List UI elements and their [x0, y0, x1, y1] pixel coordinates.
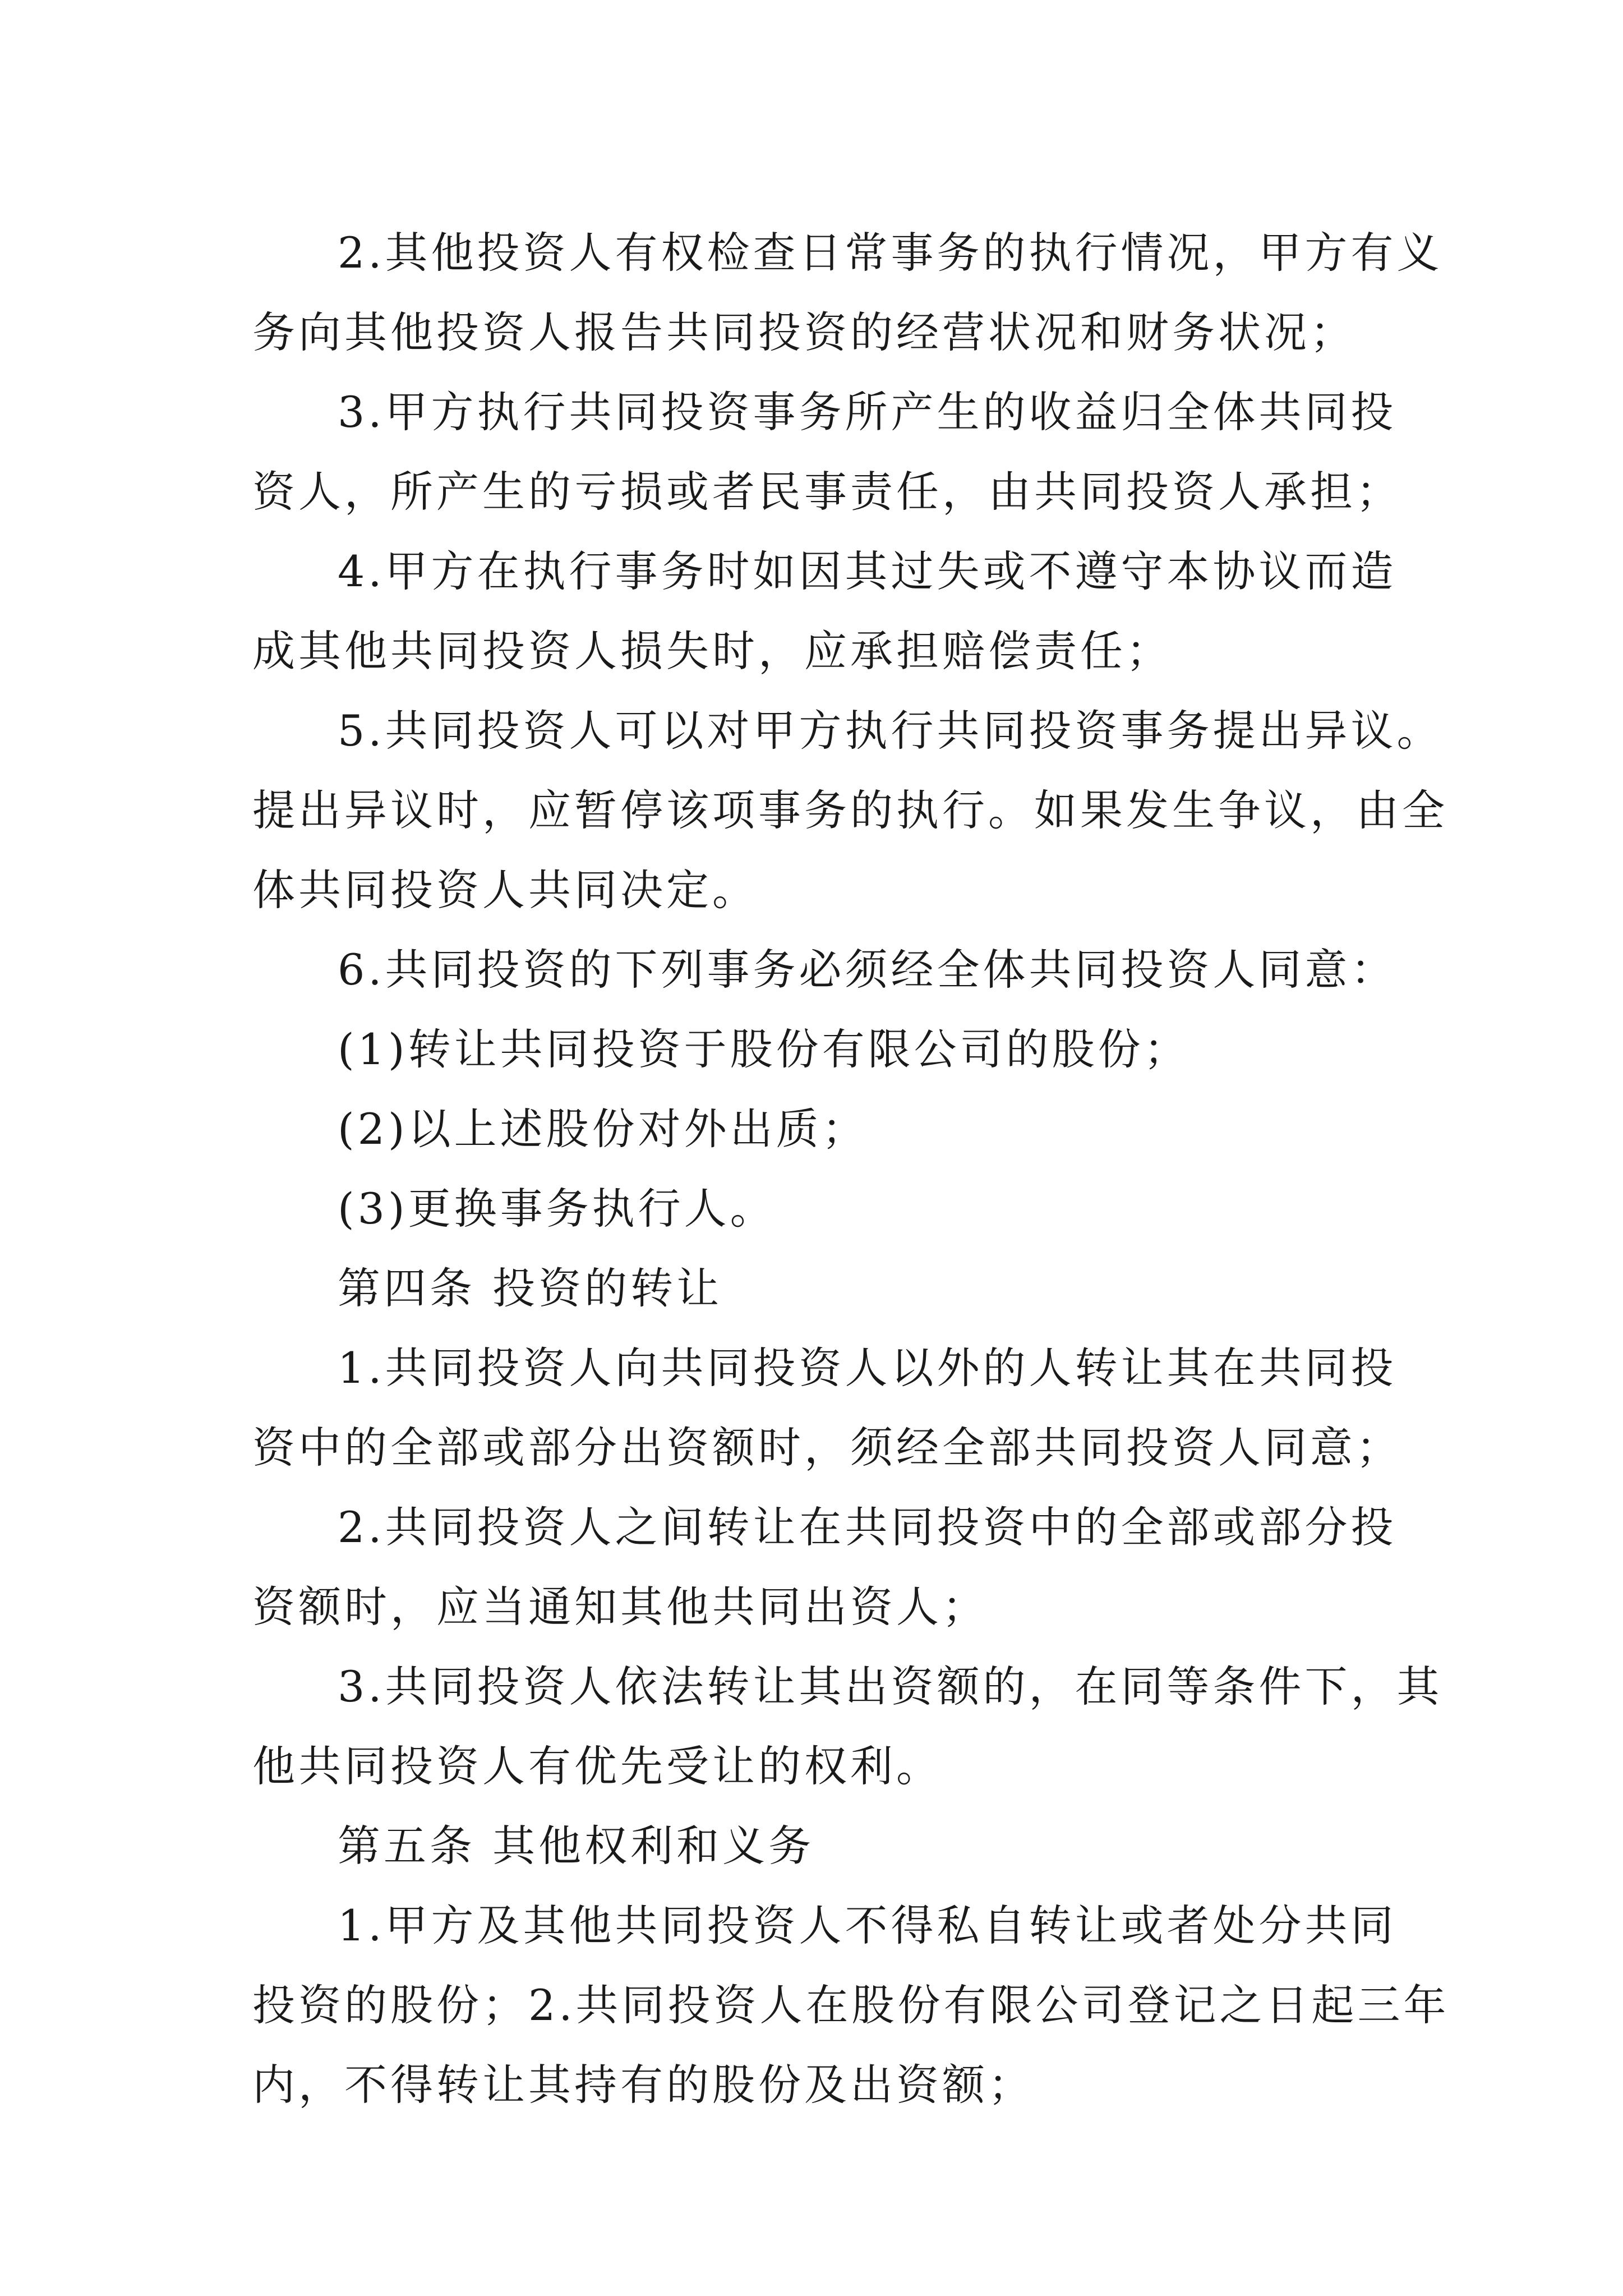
text-line: 资中的全部或部分出资额时，须经全部共同投资人同意；: [252, 1423, 1402, 1473]
text-line: 1.甲方及其他共同投资人不得私自转让或者处分共同: [338, 1901, 1397, 1950]
text-line: 4.甲方在执行事务时如因其过失或不遵守本协议而造: [338, 546, 1397, 596]
text-line: 他共同投资人有优先受让的权利。: [252, 1741, 942, 1791]
text-line: 资人，所产生的亏损或者民事责任，由共同投资人承担；: [252, 467, 1402, 517]
text-line: 成其他共同投资人损失时，应承担赔偿责任；: [252, 626, 1172, 676]
section-heading: 第四条 投资的转让: [338, 1263, 723, 1313]
text-line: 3.共同投资人依法转让其出资额的，在同等条件下，其: [338, 1662, 1443, 1711]
list-item: (3)更换事务执行人。: [338, 1184, 776, 1234]
text-line: 6.共同投资的下列事务必须经全体共同投资人同意：: [338, 945, 1397, 995]
text-line: 提出异议时，应暂停该项事务的执行。如果发生争议，由全: [252, 785, 1448, 835]
text-line: 体共同投资人共同决定。: [252, 865, 758, 915]
list-item: (2)以上述股份对外出质；: [338, 1104, 868, 1154]
text-line: 2.共同投资人之间转让在共同投资中的全部或部分投: [338, 1502, 1397, 1552]
text-line: 内，不得转让其持有的股份及出资额；: [252, 2060, 1034, 2110]
text-line: 2.其他投资人有权检查日常事务的执行情况，甲方有义: [338, 228, 1443, 278]
text-line: 投资的股份；2.共同投资人在股份有限公司登记之日起三年: [252, 1980, 1450, 2030]
text-line: 务向其他投资人报告共同投资的经营状况和财务状况；: [252, 307, 1356, 357]
document-body: [252, 213, 1450, 2125]
section-heading: 第五条 其他权利和义务: [338, 1821, 815, 1871]
text-line: 5.共同投资人可以对甲方执行共同投资事务提出异议。: [338, 706, 1443, 756]
list-item: (1)转让共同投资于股份有限公司的股份；: [338, 1024, 1190, 1074]
text-line: 3.甲方执行共同投资事务所产生的收益归全体共同投: [338, 387, 1397, 437]
text-line: 1.共同投资人向共同投资人以外的人转让其在共同投: [338, 1343, 1397, 1393]
text-line: 资额时，应当通知其他共同出资人；: [252, 1582, 988, 1632]
